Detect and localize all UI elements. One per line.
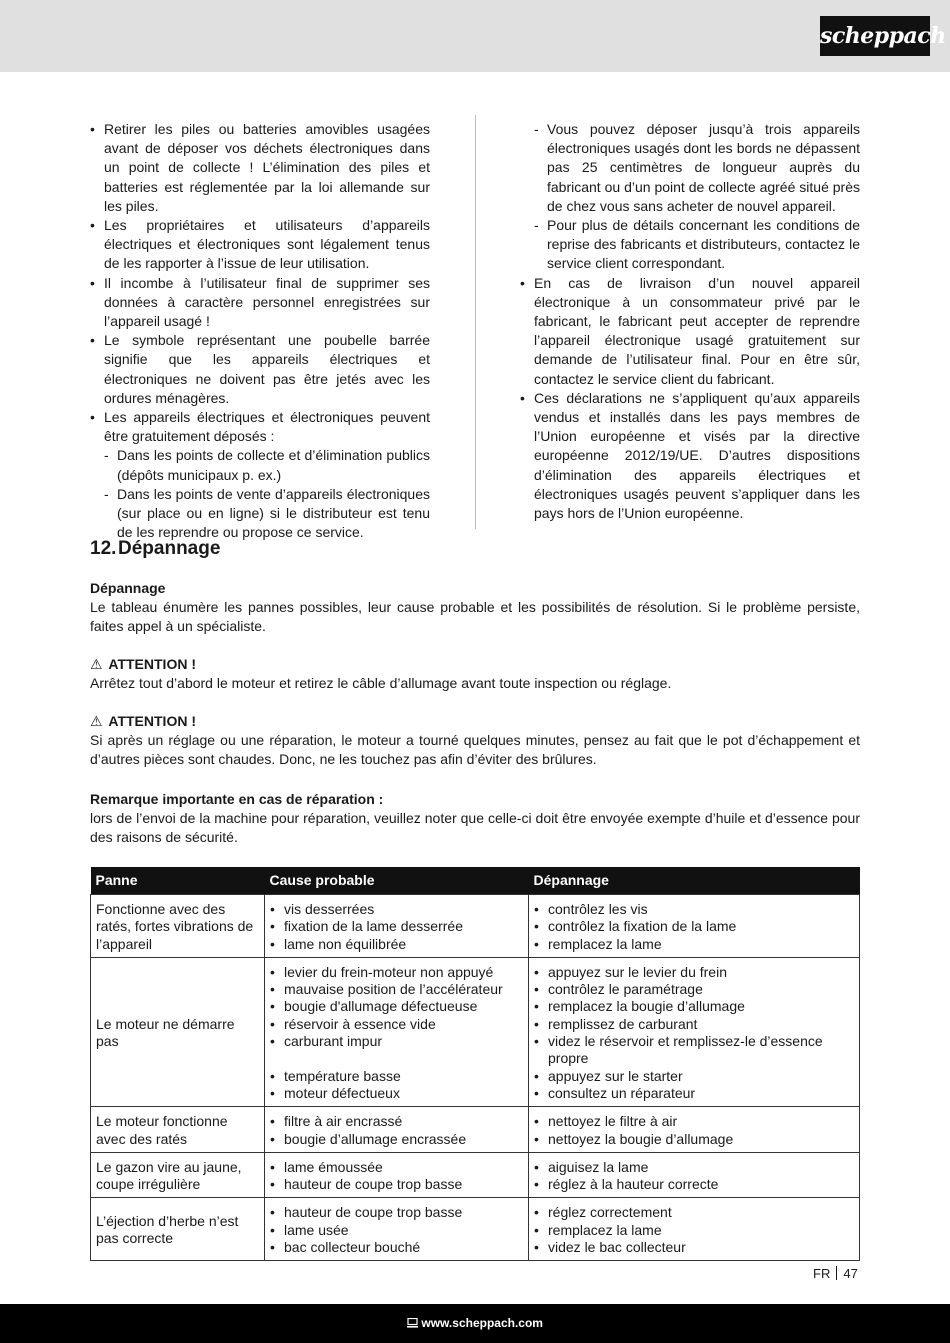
- cause-item: • hauteur de coupe trop basse: [270, 1204, 523, 1221]
- subsection-title: Dépannage: [90, 580, 166, 596]
- note-title: Remarque importante en cas de réparation :: [90, 791, 384, 807]
- fix-item: • consultez un réparateur: [534, 1085, 854, 1102]
- left-column: [90, 120, 430, 542]
- warning-title: [90, 712, 860, 731]
- list-item: • Les appareils électriques et électroniques peuvent être gratuitement déposés :: [90, 408, 430, 446]
- fix-item: • appuyez sur le starter: [534, 1068, 854, 1085]
- warning-title: [90, 655, 860, 674]
- table-row: [91, 1152, 860, 1198]
- sub-list-item: - Vous pouvez déposer jusqu’à trois appareils électroniques usagés dont les bords ne dépassent pas 25 centimètres de longueur auprès du fabricant ou d’un point de collecte agréé situé près de chez vous sans acheter de nouvel appareil.: [520, 120, 860, 216]
- page-number: [813, 1266, 858, 1281]
- cause-item: • hauteur de coupe trop basse: [270, 1176, 523, 1193]
- list-item: • Il incombe à l’utilisateur final de supprimer ses données à caractère personnel enregistrées sur l’appareil usagé !: [90, 274, 430, 332]
- fix-item: • videz le bac collecteur: [534, 1239, 854, 1256]
- troubleshooting-table: [90, 867, 860, 1261]
- cause-item: • carburant impur: [270, 1033, 523, 1050]
- header-band: [0, 0, 950, 72]
- warning-text: Arrêtez tout d’abord le moteur et retirez le câble d’allumage avant toute inspection ou réglage.: [90, 675, 672, 692]
- cause-item: • bougie d’allumage encrassée: [270, 1131, 523, 1148]
- cause-cell: [265, 1152, 529, 1198]
- fix-cell: [529, 1198, 860, 1261]
- cause-cell: [265, 1107, 529, 1153]
- cause-item: • réservoir à essence vide: [270, 1016, 523, 1033]
- fix-item: • nettoyez le filtre à air: [534, 1113, 854, 1130]
- language-code: FR: [813, 1266, 831, 1281]
- list-item: • Le symbole représentant une poubelle barrée signifie que les appareils électriques et électroniques ne doivent pas être jetés avec les ordures ménagères.: [90, 331, 430, 408]
- cause-item: • fixation de la lame desserrée: [270, 918, 523, 935]
- right-column: [520, 120, 860, 523]
- cause-item: • moteur défectueux: [270, 1085, 523, 1102]
- cause-spacer: [270, 1050, 523, 1067]
- intro-text: Le tableau énumère les pannes possibles, leur cause probable et les possibilités de résolution. Si le problème persiste, faites appel à un spécialiste.: [90, 599, 860, 635]
- fix-item: • remplacez la lame: [534, 1222, 854, 1239]
- warning-title-text: ATTENTION !: [108, 713, 196, 729]
- intro-block: [90, 579, 860, 637]
- warning-block-2: [90, 712, 860, 770]
- section-heading: [90, 538, 220, 560]
- fix-item: • appuyez sur le levier du frein: [534, 964, 854, 981]
- fix-cell: [529, 1152, 860, 1198]
- warning-text: Si après un réglage ou une réparation, le moteur a tourné quelques minutes, pensez au fait que le pot d’échappement et d’autres pièces sont chaudes. Donc, ne les touchez pas afin d’éviter des brûlures.: [90, 732, 860, 768]
- column-header-panne: Panne: [91, 867, 265, 895]
- warning-block-1: [90, 655, 860, 693]
- cause-item: • filtre à air encrassé: [270, 1113, 523, 1130]
- sub-list-item: - Dans les points de collecte et d’élimination publics (dépôts municipaux p. ex.): [90, 446, 430, 484]
- table-row: [91, 957, 860, 1106]
- website-link[interactable]: www.scheppach.com: [421, 1316, 543, 1330]
- footer-bar: [0, 1304, 950, 1343]
- fix-item: • nettoyez la bougie d’allumage: [534, 1131, 854, 1148]
- fault-cell: Le moteur ne démarre pas: [91, 957, 265, 1106]
- fix-item: • aiguisez la lame: [534, 1159, 854, 1176]
- list-item: • Retirer les piles ou batteries amovibles usagées avant de déposer vos déchets électroniques dans un point de collecte ! L’élimination des piles et batteries est réglementée par la loi allemande sur les piles.: [90, 120, 430, 216]
- scheppach-logo: scheppach: [820, 16, 930, 56]
- cause-cell: [265, 895, 529, 958]
- column-divider: [475, 115, 476, 529]
- fix-item: • réglez correctement: [534, 1204, 854, 1221]
- fix-item: • contrôlez la fixation de la lame: [534, 918, 854, 935]
- warning-icon: ⚠: [90, 713, 103, 729]
- table-row: [91, 1198, 860, 1261]
- cause-item: • vis desserrées: [270, 901, 523, 918]
- fault-cell: Le gazon vire au jaune, coupe irrégulière: [91, 1152, 265, 1198]
- cause-cell: [265, 957, 529, 1106]
- fix-item: • remplacez la bougie d’allumage: [534, 998, 854, 1015]
- warning-icon: ⚠: [90, 656, 103, 672]
- fix-cell: [529, 957, 860, 1106]
- sub-list-item: - Dans les points de vente d’appareils électroniques (sur place ou en ligne) si le distributeur est tenu de les reprendre ou propose ce service.: [90, 485, 430, 543]
- table-row: [91, 895, 860, 958]
- page-separator: [836, 1266, 837, 1280]
- fix-item: • contrôlez les vis: [534, 901, 854, 918]
- computer-icon: [407, 1316, 418, 1330]
- warning-title-text: ATTENTION !: [108, 656, 196, 672]
- note-text: lors de l’envoi de la machine pour réparation, veuillez noter que celle-ci doit être envoyée exempte d’huile et d’essence pour des raisons de sécurité.: [90, 810, 860, 846]
- list-item: • En cas de livraison d’un nouvel appareil électronique à un consommateur privé par le fabricant, le fabricant peut accepter de reprendre l’appareil électronique usagé gratuitement sur demande de l’utilisateur final. Pour en être sûr, contactez le service client du fabricant.: [520, 274, 860, 389]
- cause-item: • lame émoussée: [270, 1159, 523, 1176]
- list-item: • Les propriétaires et utilisateurs d’appareils électriques et électroniques sont légalement tenus de les rapporter à l’issue de leur utilisation.: [90, 216, 430, 274]
- list-item: • Ces déclarations ne s’appliquent qu’aux appareils vendus et installés dans les pays membres de l’Union européenne et visés par la directive européenne 2012/19/UE. D’autres dispositions d’élimination des appareils électriques et électroniques usagés peuvent s’appliquer dans les pays hors de l’Union européenne.: [520, 389, 860, 523]
- fix-item: • contrôlez le paramétrage: [534, 981, 854, 998]
- section-title: Dépannage: [118, 538, 221, 559]
- cause-item: • température basse: [270, 1068, 523, 1085]
- fault-cell: Le moteur fonctionne avec des ratés: [91, 1107, 265, 1153]
- cause-cell: [265, 1198, 529, 1261]
- fix-item: • remplacez la lame: [534, 936, 854, 953]
- cause-item: • mauvaise position de l’accélérateur: [270, 981, 523, 998]
- column-header-cause: Cause probable: [265, 867, 529, 895]
- fault-cell: Fonctionne avec des ratés, fortes vibrations de l’appareil: [91, 895, 265, 958]
- sub-list-item: - Pour plus de détails concernant les conditions de reprise des fabricants et distributeurs, contactez le service client correspondant.: [520, 216, 860, 274]
- fault-cell: L’éjection d’herbe n’est pas correcte: [91, 1198, 265, 1261]
- page-value: 47: [843, 1266, 858, 1281]
- fix-item: • remplissez de carburant: [534, 1016, 854, 1033]
- cause-item: • levier du frein-moteur non appuyé: [270, 964, 523, 981]
- fix-cell: [529, 1107, 860, 1153]
- cause-item: • lame non équilibrée: [270, 936, 523, 953]
- table-header-row: [91, 867, 860, 895]
- footer-content: [0, 1316, 950, 1330]
- cause-item: • bac collecteur bouché: [270, 1239, 523, 1256]
- fix-item: • réglez à la hauteur correcte: [534, 1176, 854, 1193]
- cause-item: • bougie d'allumage défectueuse: [270, 998, 523, 1015]
- cause-item: • lame usée: [270, 1222, 523, 1239]
- column-header-depannage: Dépannage: [529, 867, 860, 895]
- fix-item: • videz le réservoir et remplissez-le d’essence propre: [534, 1033, 854, 1068]
- repair-note: [90, 790, 860, 848]
- section-number: 12.: [90, 538, 117, 559]
- table-row: [91, 1107, 860, 1153]
- fix-cell: [529, 895, 860, 958]
